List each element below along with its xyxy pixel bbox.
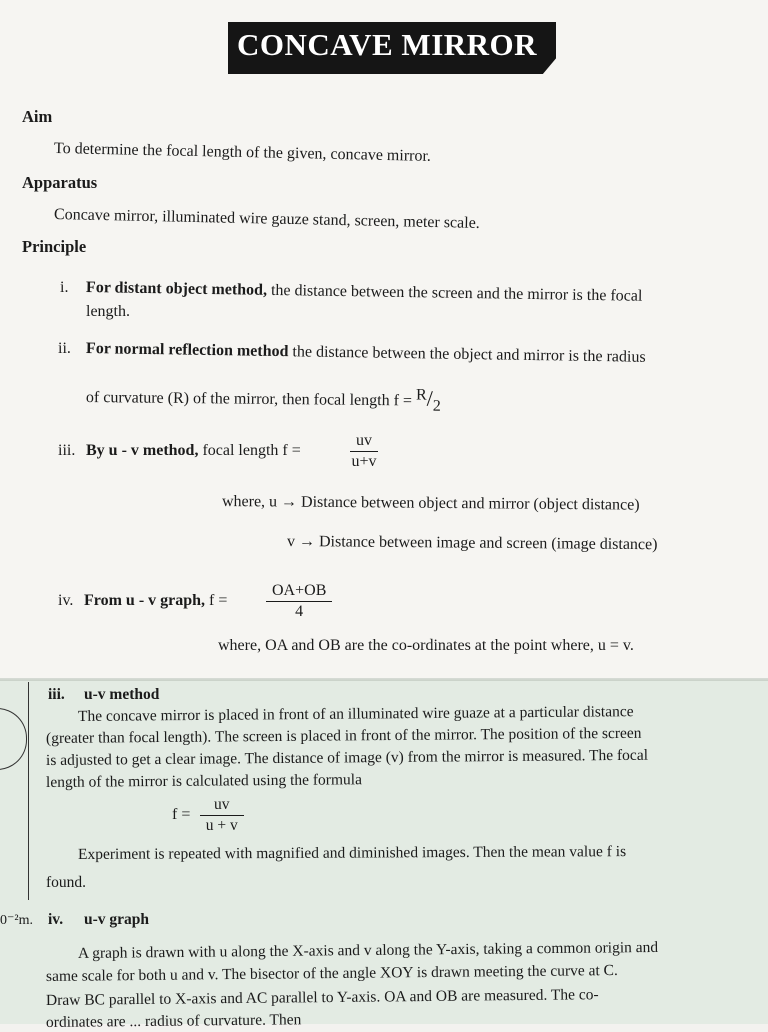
fraction-uv-numerator: uv — [350, 432, 378, 452]
principle-ii-line2-text: of curvature (R) of the mirror, then focal length f = — [85, 389, 417, 410]
where-v-label: v — [286, 533, 296, 551]
aim-text: To determine the focal length of the given, concave mirror. — [53, 140, 432, 165]
method-fraction — [200, 796, 244, 835]
method-iv-heading: u-v graph — [84, 911, 150, 928]
aim-heading: Aim — [22, 107, 53, 126]
principle-ii-bold: For normal reflection method — [85, 340, 289, 361]
method-para3-line1: A graph is drawn with u along the X-axis and v along the Y-axis, taking a common origin and — [77, 938, 659, 962]
principle-iv-where: where, OA and OB are the co-ordinates at the point where, u = v. — [218, 637, 634, 654]
fraction-uv — [350, 432, 378, 471]
fraction-oaob-numerator: OA+OB — [266, 582, 332, 602]
principle-i-bold: For distant object method, — [85, 279, 268, 299]
principle-iii-number: iii. — [58, 442, 76, 459]
formula-two: 2 — [432, 397, 441, 415]
page-title: CONCAVE MIRROR — [236, 27, 538, 62]
method-fraction-numerator: uv — [200, 796, 244, 816]
method-para1-line4: length of the mirror is calculated using the formula — [45, 771, 362, 791]
method-fraction-denominator: u + v — [205, 817, 238, 834]
where-u-description: Distance between object and mirror (object distance) — [301, 493, 640, 514]
method-para3-line3: Draw BC parallel to X-axis and AC parallel to Y-axis. OA and OB are measured. The co- — [45, 986, 599, 1009]
principle-ii-number: ii. — [58, 340, 71, 357]
where-u-line — [222, 493, 640, 515]
principle-i-number: i. — [60, 279, 69, 296]
method-para3-line2: same scale for both u and v. The bisector of the angle XOY is drawn meeting the curve at C. — [45, 962, 618, 985]
principle-iii-line — [86, 442, 301, 460]
method-iii-heading: u-v method — [84, 686, 160, 703]
arrow-icon: → — [281, 493, 298, 511]
principle-heading: Principle — [22, 237, 87, 256]
apparatus-heading: Apparatus — [22, 173, 98, 192]
arrow-icon: → — [298, 533, 316, 551]
where-u-label: where, u — [221, 493, 278, 511]
page-seam — [0, 678, 768, 681]
principle-ii-rest: the distance between the object and mirror is the radius — [288, 343, 646, 366]
principle-iv-line — [84, 592, 227, 610]
principle-iv-number: iv. — [58, 592, 74, 609]
method-para1-line1: The concave mirror is placed in front of an illuminated wire guaze at a particular distance — [77, 703, 634, 725]
margin-note: 0⁻²m. — [0, 913, 33, 928]
method-iii-number: iii. — [48, 686, 65, 703]
apparatus-text: Concave mirror, illuminated wire gauze stand, screen, meter scale. — [53, 206, 480, 232]
method-para2-line1: Experiment is repeated with magnified and diminished images. Then the mean value f is — [77, 843, 627, 863]
formula-slash: / — [426, 385, 433, 411]
fraction-uv-denominator: u+v — [351, 453, 377, 470]
where-v-description: Distance between image and screen (image distance) — [318, 533, 658, 554]
principle-iii-bold: By u - v method, — [86, 442, 199, 459]
method-para1-line2: (greater than focal length). The screen is placed in front of the mirror. The position of the screen — [45, 724, 642, 747]
principle-i-line2: length. — [86, 303, 130, 320]
where-v-line — [287, 533, 658, 554]
formula-r: R — [415, 386, 427, 404]
principle-iii-rest: focal length f = — [198, 442, 301, 459]
method-para1-line3: is adjusted to get a clear image. The distance of image (v) from the mirror is measured. The focal — [45, 746, 649, 769]
principle-iv-bold: From u - v graph, — [84, 592, 206, 609]
principle-ii-line2 — [85, 382, 441, 415]
method-iv-number: iv. — [48, 911, 64, 928]
principle-iv-rest: f = — [205, 592, 228, 609]
principle-i-rest: the distance between the screen and the mirror is the focal — [266, 281, 643, 305]
method-para2-line2: found. — [46, 874, 87, 891]
method-f-equals: f = — [172, 806, 191, 823]
method-para3-line4: ordinates are ... radius of curvature. Then — [45, 1011, 302, 1031]
fraction-oaob — [266, 582, 332, 621]
fraction-oaob-denominator: 4 — [295, 603, 304, 620]
